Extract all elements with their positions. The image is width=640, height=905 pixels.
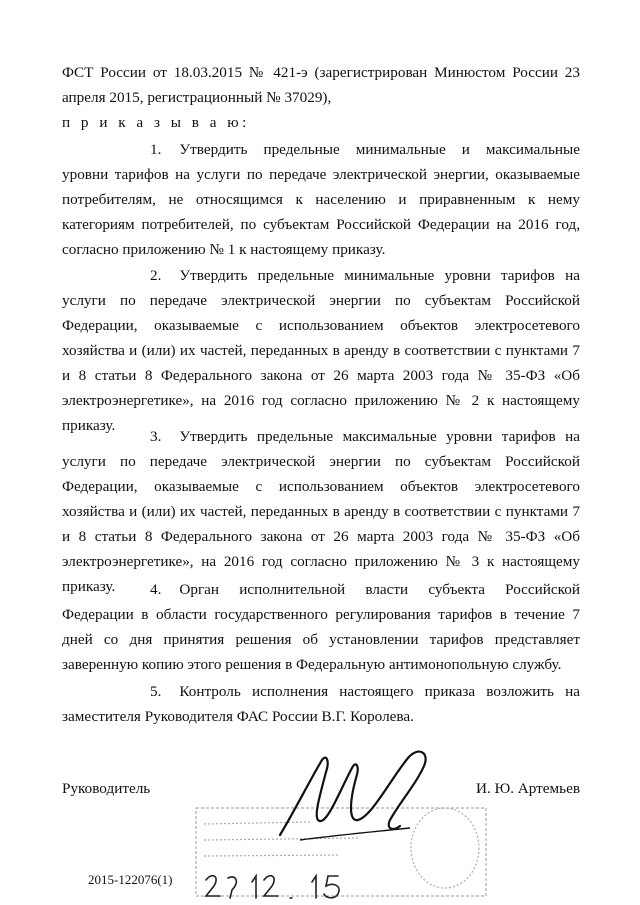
paragraph-text: Утвердить предельные минимальные и максимальные уровни тарифов на услуги по передаче электрической энергии, оказываемые потребителям, не относящимся к населению и приравненным к нему категориям потребителей, по субъектам Российской Федерации на 2016 год, согласно приложению № 1 к настоящему приказу. <box>62 141 580 258</box>
paragraph-number: 4. <box>150 581 162 598</box>
paragraph-4 <box>62 577 580 677</box>
paragraph-number: 3. <box>150 428 162 445</box>
handwritten-date-icon <box>200 868 380 904</box>
paragraph-number: 1. <box>150 141 162 158</box>
paragraph-text: Утвердить предельные максимальные уровни тарифов на услуги по передаче электрической энергии по субъектам Российской Федерации, оказываемые с использованием объектов электросетевого хозяйства и (или) их частей, переданных в аренду в соответствии с пунктами 7 и 8 статьи 8 Федерального закона от 26 марта 2003 года № 35-ФЗ «Об электроэнергетике», на 2016 год согласно приложению № 3 к настоящему приказу. <box>62 428 580 595</box>
paragraph-1 <box>62 137 580 262</box>
paragraph-number: 5. <box>150 683 162 700</box>
paragraph-text: Орган исполнительной власти субъекта Российской Федерации в области государственного регулирования тарифов в течение 7 дней со дня принятия решения об установлении тарифов представляет заверенную копию этого решения в Федеральную антимонопольную службу. <box>62 581 580 673</box>
paragraph-2 <box>62 263 580 438</box>
signature <box>240 740 470 850</box>
order-word: п р и к а з ы в а ю: <box>62 114 250 131</box>
paragraph-5 <box>62 679 580 729</box>
signatory-title: Руководитель <box>62 780 151 797</box>
paragraph-text: Контроль исполнения настоящего приказа возложить на заместителя Руководителя ФАС России В.Г. Королева. <box>62 683 580 725</box>
paragraph-text: Утвердить предельные минимальные уровни тарифов на услуги по передаче электрической энергии по субъектам Российской Федерации, оказываемые с использованием объектов электросетевого хозяйства и (или) их частей, переданных в аренду в соответствии с пунктами 7 и 8 статьи 8 Федерального закона от 26 марта 2003 года № 35-ФЗ «Об электроэнергетике», на 2016 год согласно приложению № 2 к настоящему приказу. <box>62 267 580 434</box>
document-number: 2015-122076(1) <box>88 872 173 887</box>
paragraph-3 <box>62 424 580 599</box>
paragraph-number: 2. <box>150 267 162 284</box>
signatory-name: И. Ю. Артемьев <box>476 780 580 797</box>
intro-text: ФСТ России от 18.03.2015 № 421-э (зарегистрирован Минюстом России 23 апреля 2015, регистрационный № 37029), <box>62 64 580 106</box>
